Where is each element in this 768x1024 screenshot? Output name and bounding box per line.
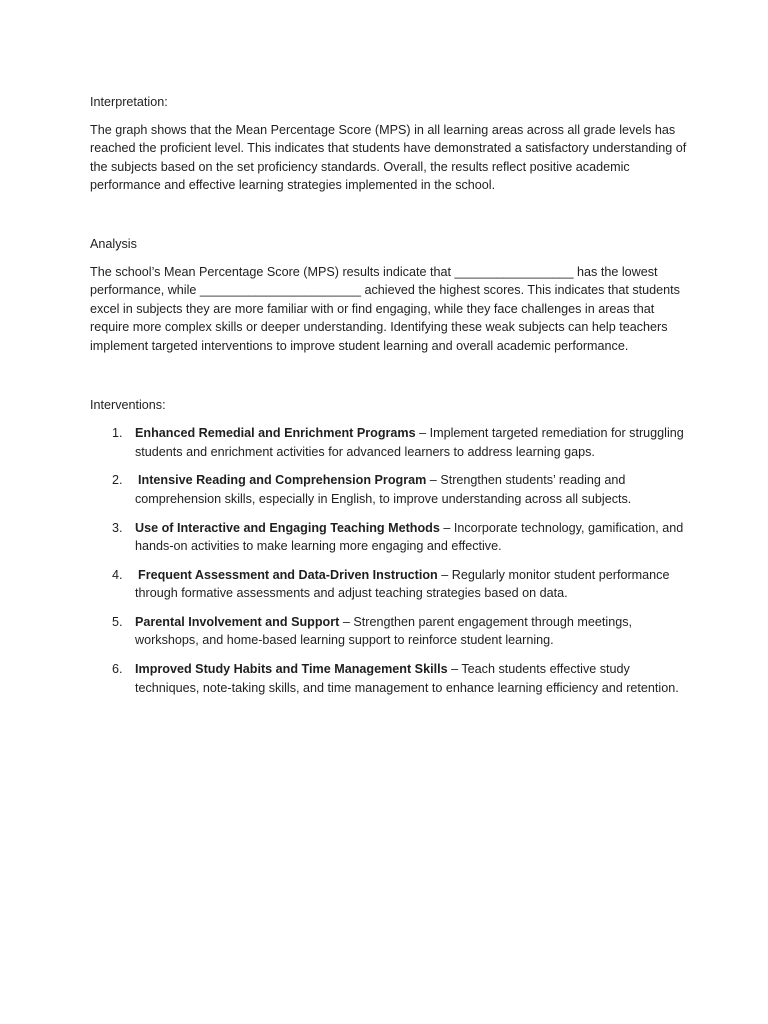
analysis-heading: Analysis	[90, 236, 137, 251]
list-item-number: 3.	[112, 520, 123, 535]
interpretation-heading: Interpretation:	[90, 95, 168, 109]
list-item-title: Parental Involvement and Support	[135, 614, 340, 629]
interventions-heading: Interventions:	[90, 397, 166, 412]
list-item	[90, 424, 690, 461]
list-item-description: – Implement targeted remediation for struggling students and enrichment activities for advanced learners to address learning gaps.	[135, 426, 684, 459]
list-item-title: Intensive Reading and Comprehension Program	[138, 473, 427, 488]
interventions-list	[90, 424, 690, 697]
list-item-number: 6.	[112, 662, 123, 677]
document-page	[90, 93, 690, 707]
list-item	[90, 660, 690, 697]
list-item-description: – Strengthen parent engagement through meetings, workshops, and home-based learning support to reinforce student learning.	[135, 614, 633, 648]
list-item-description: – Regularly monitor student performance through formative assessments and adjust teaching strategies based on data.	[135, 567, 670, 601]
list-item-description: – Strengthen students’ reading and comprehension skills, especially in English, to improve understanding across all subjects.	[135, 473, 632, 506]
list-item-number: 4.	[112, 567, 123, 582]
analysis-paragraph: The school’s Mean Percentage Score (MPS) results indicate that _________________ has the lowest performance, while _______________________ achieved the highest scores. This indicates that students excel in subjects they are more familiar with or find engaging, while they face challenges in areas that require more complex skills or deeper understanding. Identifying these weak subjects can help teachers implement targeted interventions to improve student learning and overall academic performance.	[90, 264, 680, 353]
list-item-number: 5.	[112, 614, 123, 629]
list-item-title: Use of Interactive and Engaging Teaching Methods	[135, 520, 440, 535]
list-item-number: 2.	[112, 473, 123, 488]
list-item	[90, 471, 690, 508]
list-item-title: Enhanced Remedial and Enrichment Programs	[135, 426, 416, 441]
list-item-description: – Teach students effective study techniques, note-taking skills, and time management to enhance learning efficiency and retention.	[135, 662, 679, 695]
list-item	[90, 566, 690, 603]
list-item	[90, 613, 690, 650]
list-item-description: – Incorporate technology, gamification, and hands-on activities to make learning more engaging and effective.	[135, 520, 684, 554]
interpretation-paragraph: The graph shows that the Mean Percentage Score (MPS) in all learning areas across all grade levels has reached the proficient level. This indicates that students have demonstrated a satisfactory understanding of the subjects based on the set proficiency standards. Overall, the results reflect positive academic performance and effective learning strategies implemented in the school.	[90, 122, 687, 193]
list-item-title: Frequent Assessment and Data-Driven Instruction	[138, 567, 438, 582]
list-item-number: 1.	[112, 426, 123, 441]
list-item	[90, 519, 690, 556]
list-item-title: Improved Study Habits and Time Management Skills	[135, 662, 448, 677]
